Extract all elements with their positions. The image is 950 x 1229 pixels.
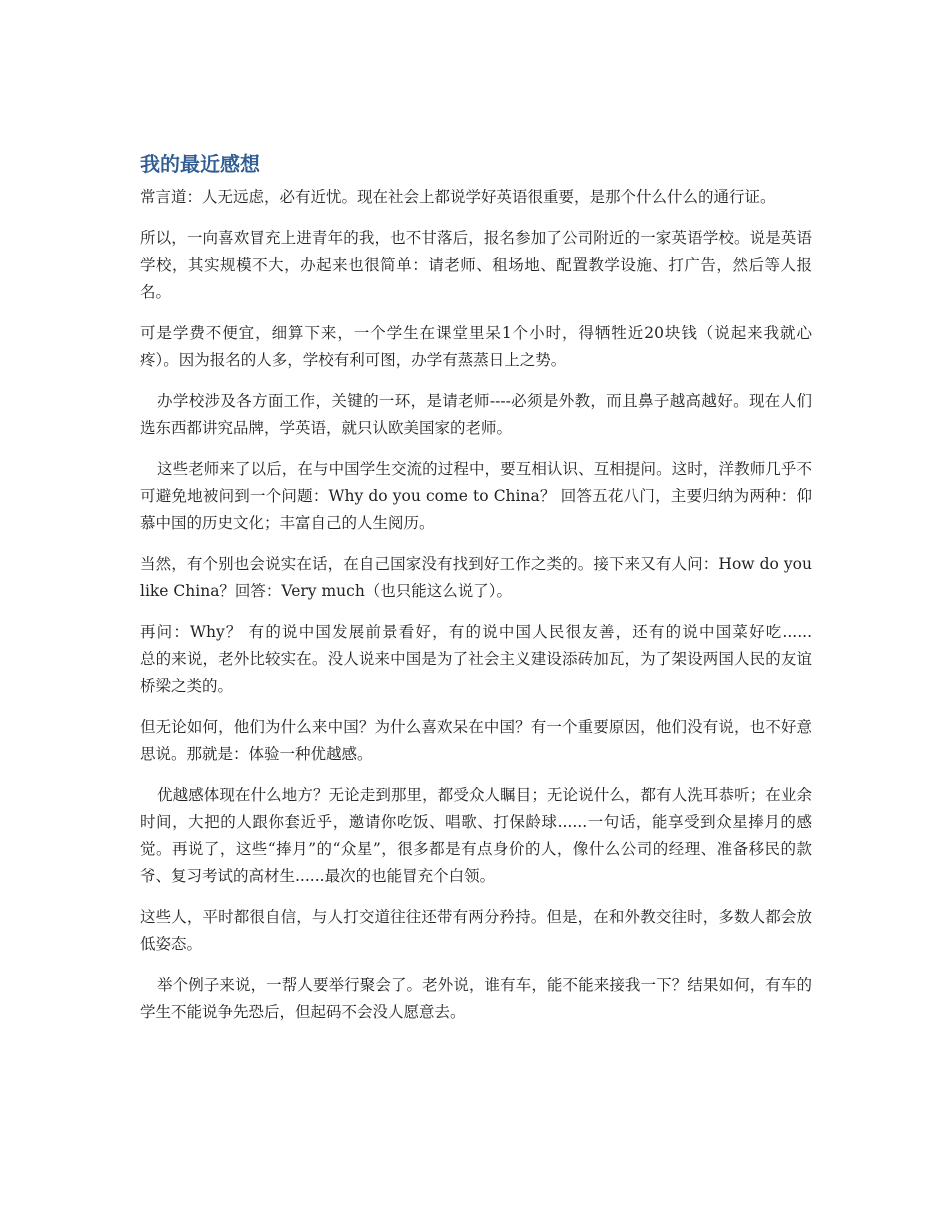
paragraph: 常言道：人无远虑，必有近忧。现在社会上都说学好英语很重要，是那个什么什么的通行证。: [140, 188, 776, 206]
paragraph: 举个例子来说，一帮人要举行聚会了。老外说，谁有车，能不能来接我一下？结果如何，有车的学生不能说争先恐后，但起码不会没人愿意去。: [140, 976, 812, 1021]
paragraph: 再问：Why？ 有的说中国发展前景看好，有的说中国人民很友善，还有的说中国菜好吃...... 总的来说，老外比较实在。没人说来中国是为了社会主义建设添砖加瓦，为了架设两国人民的友谊桥梁之类的。: [140, 623, 844, 695]
paragraph: 但无论如何，他们为什么来中国？为什么喜欢呆在中国？有一个重要原因，他们没有说，也不好意思说。那就是：体验一种优越感。: [140, 718, 812, 763]
paragraph: 可是学费不便宜，细算下来，一个学生在课堂里呆1个小时，得牺牲近20块钱（说起来我就心疼）。因为报名的人多，学校有利可图，办学有蒸蒸日上之势。: [140, 324, 812, 369]
paragraph: 办学校涉及各方面工作，关键的一环，是请老师----必须是外教，而且鼻子越高越好。现在人们选东西都讲究品牌，学英语，就只认欧美国家的老师。: [140, 392, 812, 437]
document-body: [140, 184, 844, 1026]
paragraph: 这些老师来了以后，在与中国学生交流的过程中，要互相认识、互相提问。这时，洋教师几乎不可避免地被问到一个问题：Why do you come to China？ 回答五花八门，主要归纳为两种：仰慕中国的历史文化；丰富自己的人生阅历。: [140, 460, 812, 532]
paragraph: 优越感体现在什么地方？无论走到那里，都受众人瞩目；无论说什么，都有人洗耳恭听；在业余时间，大把的人跟你套近乎，邀请你吃饭、唱歌、打保龄球......一句话，能享受到众星捧月的感觉。再说了，这些“捧月”的“众星”，很多都是有点身价的人，像什么公司的经理、准备移民的款爷、复习考试的高材生......最次的也能冒充个白领。: [140, 786, 812, 885]
document-page: [140, 150, 844, 1040]
paragraph: 这些人，平时都很自信，与人打交道往往还带有两分矜持。但是，在和外教交往时，多数人都会放低姿态。: [140, 908, 812, 953]
document-title: 我的最近感想: [140, 152, 260, 176]
paragraph: 所以，一向喜欢冒充上进青年的我，也不甘落后，报名参加了公司附近的一家英语学校。说是英语学校，其实规模不大，办起来也很简单：请老师、租场地、配置教学设施、打广告，然后等人报名。: [140, 229, 812, 301]
paragraph: 当然，有个别也会说实在话，在自己国家没有找到好工作之类的。接下来又有人问：How do you like China？回答：Very much（也只能这么说了）。: [140, 555, 817, 600]
